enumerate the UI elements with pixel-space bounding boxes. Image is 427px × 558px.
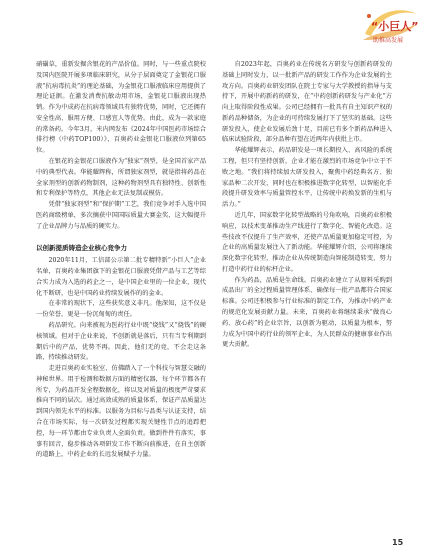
body-paragraph: 凭借“独家剂型”和“保护期”工艺，我们竞争对手入选中国医药商级榜单，多次摘获中国国际质量大赛金奖，这大幅提升了企业品牌力与品质的硬实力。	[36, 201, 206, 230]
body-paragraph: 在银花的金银花口服液作为“独家”剂型，是全国首家产品中的典型代表。华能耀辉称，所谓独家剂型，就是指将药品在全家剂型的创新药物制剂，这种药物剂型具有独特性、创新性和专利保护等特点，其他企业无法复制或模仿。	[36, 158, 206, 198]
body-paragraph: 硝磺草，重新发掘含银花的产品价值。同时，与一些重点院校及国内医院开展多项临床研究，从分子层面奠定了金银花口服液“抗病毒抗炎”的理论基础，为金银花口服液临床应用提供了理论证据。在激发消费抗敏动用市场，金银花口服液出现热销。作为中成药在抗病毒领域具有独特优势，同时，它还拥有安全性高、服用方便、口感宜人等优势。由此，成为一款家庭的常备药。今年3月，米内网发布《2024年中国医药市场综合排行榜（中药TOP100）》，百奥药业金银花口服液位列第65位。	[36, 61, 206, 155]
body-paragraph: 在非常的现状下，这些获奖意义非凡。他深知，这不仅是一份荣誉，更是一份沉甸甸的责任。	[36, 300, 206, 319]
body-paragraph: 自2023年起，百奥药业在传统名方研发与创新药研发的基础上同时发力，以一批新产品的研发工作作为企业发展的主攻方向。百奥药业研发团队在院士专家与大学教授的指导与支持下，开展中药新药的研发，在“中药创新药研发与产业化”方向上取得阶段性成果。公司已经拥有一批具有自主知识产权的新药品种储备，为企业的可持续发展打下了坚实的基础。这些研发投入，使企业发展后劲十足，目前已有多个新药品种进入临床试验阶段，部分品种有望在近两年内获批上市。	[222, 61, 392, 144]
body-paragraph: 华能耀辉表示，药品研发是一项长期投入、高风险的系统工程，但只有坚持创新，企业才能在激烈的市场竞争中立于不败之地。“我们将持续加大研发投入，聚焦中药经典名方、独家品种二次开发，同时也在积极推进数字化转型，以智能化手段提升研发效率与质量管控水平，让传统中药焕发新的生机与活力。”	[222, 147, 392, 209]
body-paragraph: 药品研究。向来被视为医药行业中既“烧钱”又“烧钱”的硬核领域。但对于企业来说，不创新就是落后，只有当专利期到期后中的产品，优势不再。因此，他们无的竞，不会走这条路，持续推动研发。	[36, 321, 206, 362]
body-paragraph: 走进百奥药业实验室，仿佛踏入了一个科技与智慧交融的神秘世界。用于检测和数据方面的精密仪器，每个环节都各有所专，为药品开发全程数据化，将以及对质量的极度严苛要求推向不同的层次。通过高效成熟的质量体系，保证产品质量达到国内领先水平的标准。以服务为目标与品类与认证支持，结合在市场实际，每一次研发过程都实现关键性节点的追踪把控，每一环节都由专业负责人全面负责。做到件件有落实，事事有回音，稳步推动各项研发工作不断向前推进，在自主创新的道路上，中药企业的长远发展赋予力量。	[36, 365, 206, 459]
logo-title: “小巨人”	[371, 20, 419, 33]
section-heading: 以创新提质铸造企业核心竞争力	[36, 243, 127, 252]
body-paragraph: 作为药品，品质是生命线。百奥药业建立了从原料采购到成品出厂的全过程质量管理体系，确保每一批产品都符合国家标准。公司还积极参与行业标准的制定工作，为推动中药产业的规范化发展贡献力量。未来，百奥药业将继续秉承“做良心药、放心药”的企业宗旨，以创新为驱动，以质量为根本，努力成为中国中药行业的领军企业，为人民群众的健康事业作出更大贡献。	[222, 276, 392, 349]
page-number: 15	[392, 538, 404, 547]
body-paragraph: 2020年11月，工信部公示第二批专精特新“小巨人”企业名单，百奥药业集团旗下的金银花口服液凭借产品与工艺等综合实力成为入选的药企之一，是中国企业里的一位企业，现代化不断研，也是中国药业持续发展作的的金业。	[36, 257, 206, 297]
body-paragraph: 近几年，国家数字化转型战略的号角吹响，百奥药业积极响应，以技术变革推动生产线进行了数字化、智能化改造。这些技改不仅提升了生产效率，还使产品质量更加稳定可控，为企业的高质量发展注入了新动能。华能耀辉介绍，公司将继续深化数字化转型，推动企业从传统制造向智能制造转变，努力打造中药行业的标杆企业。	[222, 211, 392, 273]
logo-subtitle: 助推高发展	[373, 37, 404, 44]
right-column	[222, 60, 392, 351]
left-column	[36, 60, 206, 461]
magazine-logo	[361, 4, 419, 48]
